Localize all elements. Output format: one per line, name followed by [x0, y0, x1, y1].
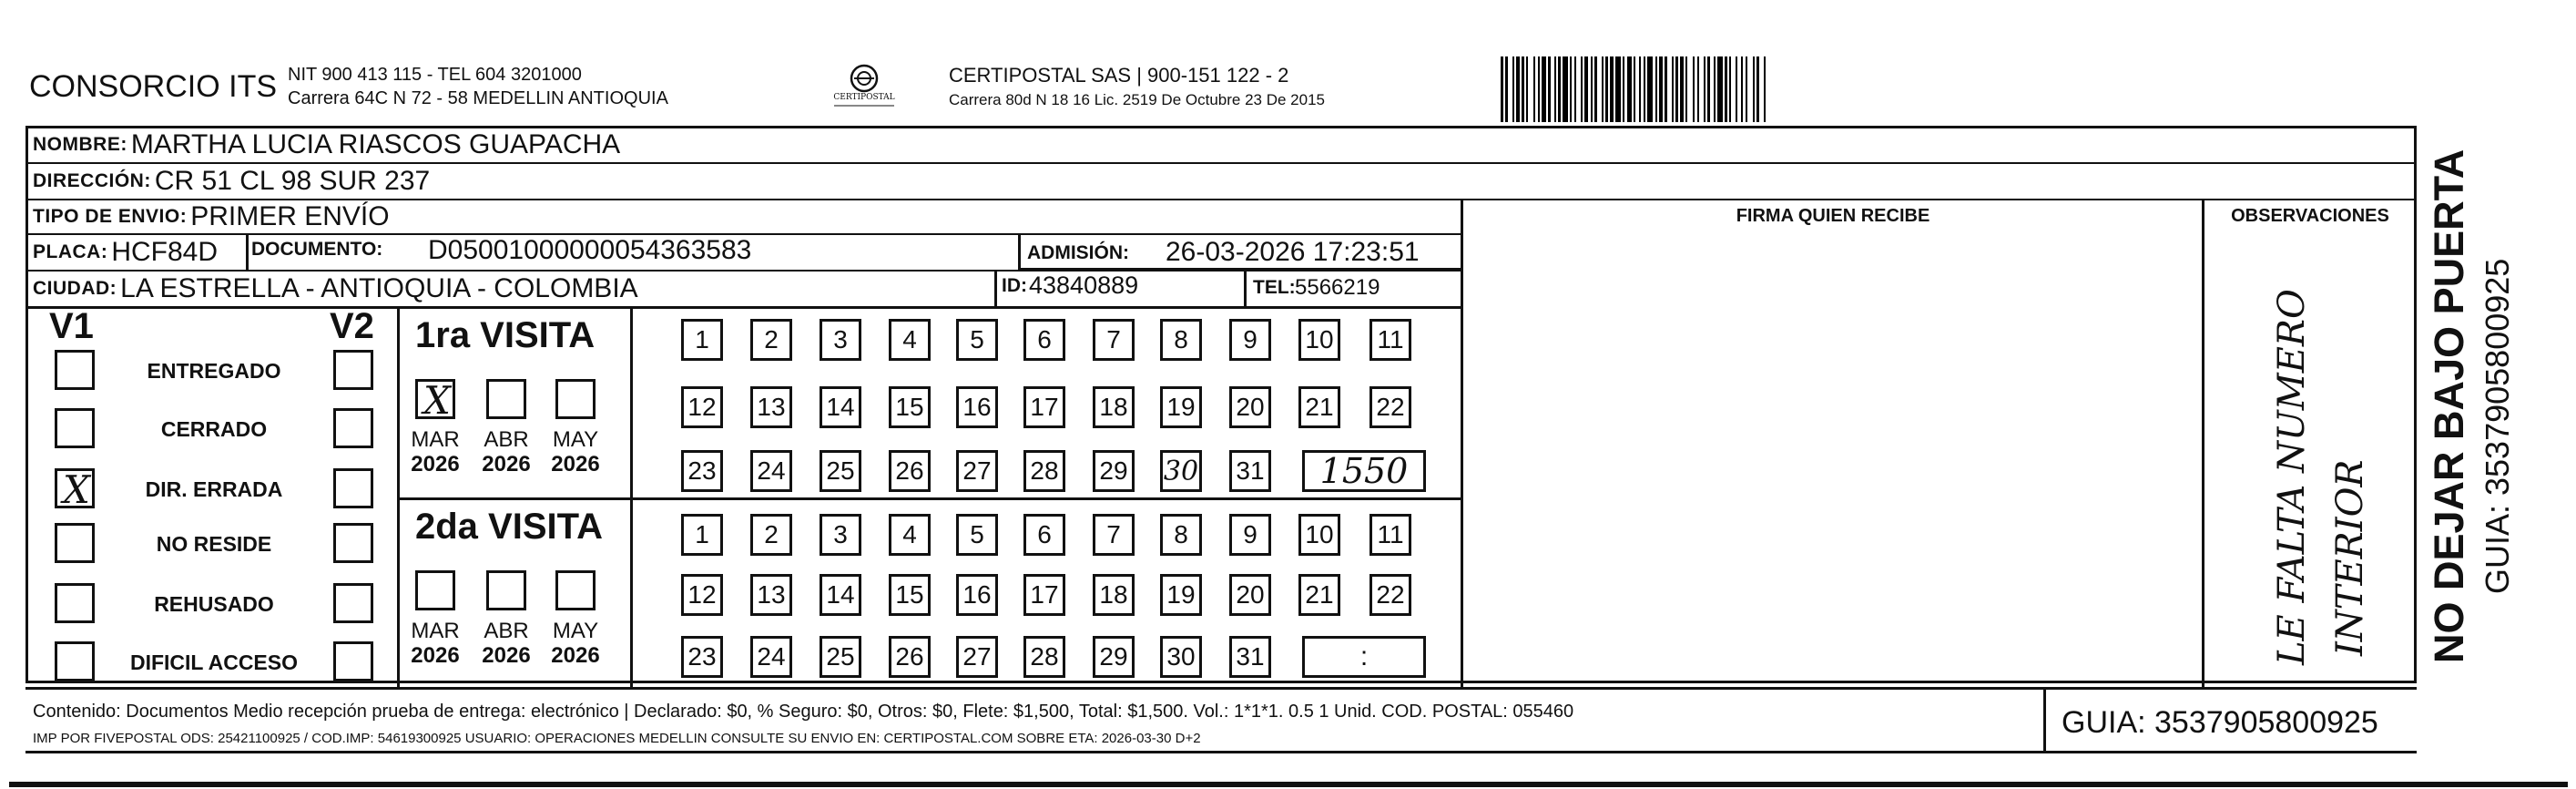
visit-day-box[interactable]: 25 [820, 450, 861, 492]
status-label: NO RESIDE [156, 532, 272, 556]
second-visit-title: 2da VISITA [415, 507, 603, 547]
v1-checkbox[interactable] [55, 408, 95, 448]
visit-day-box[interactable]: 24 [750, 636, 792, 678]
visit-day-box[interactable]: 25 [820, 636, 861, 678]
visit-day-box[interactable]: 8 [1160, 319, 1202, 361]
visit-day-box[interactable]: 7 [1093, 319, 1135, 361]
observaciones-handwriting-1: LE FALTA NUMERO [2271, 289, 2313, 665]
nombre-value: MARTHA LUCIA RIASCOS GUAPACHA [130, 129, 621, 159]
visit-month-checkbox[interactable] [486, 570, 526, 610]
status-label: DIR. ERRADA [145, 477, 283, 501]
visit-day-box[interactable]: 28 [1023, 636, 1065, 678]
visit-day-box[interactable]: 17 [1023, 574, 1065, 616]
v2-label: V2 [330, 306, 374, 346]
visit-day-box[interactable]: 30 [1160, 636, 1202, 678]
status-label: CERRADO [160, 417, 268, 441]
direccion-label: DIRECCIÓN: [33, 170, 151, 191]
visit-day-box[interactable]: 30 [1160, 450, 1202, 492]
visit-day-box[interactable]: 14 [820, 386, 861, 428]
visit-year-label: 2026 [482, 452, 531, 476]
visit-day-box[interactable]: 23 [681, 636, 723, 678]
footer-guia: GUIA: 3537905800925 [2062, 705, 2378, 740]
visit-month-checkbox[interactable] [555, 570, 596, 610]
barcode [1501, 56, 1767, 122]
visit-day-box[interactable]: 31 [1229, 636, 1271, 678]
documento-label: DOCUMENTO: [251, 239, 383, 260]
visit-month-label: ABR [484, 619, 529, 643]
visit-day-box[interactable]: 5 [956, 319, 998, 361]
visit-day-box[interactable]: 1 [681, 319, 723, 361]
admision-label: ADMISIÓN: [1027, 242, 1129, 263]
visit-year-label: 2026 [411, 643, 460, 668]
visit-day-box[interactable]: 4 [889, 319, 931, 361]
v1-checkbox[interactable] [55, 641, 95, 681]
nombre-label: NOMBRE: [33, 134, 127, 155]
certipostal-logo: CERTIPOSTAL [823, 60, 905, 111]
ciudad-label: CIUDAD: [33, 278, 117, 299]
visit-day-box[interactable]: 20 [1229, 386, 1271, 428]
visit-day-box[interactable]: 9 [1229, 319, 1271, 361]
visit-day-box[interactable]: 22 [1369, 574, 1411, 616]
visit-month-label: MAR [411, 619, 460, 643]
visit-day-box[interactable]: 5 [956, 514, 998, 556]
documento-value: D05001000000054363583 [428, 235, 752, 265]
visit-day-box[interactable]: 12 [681, 574, 723, 616]
v2-checkbox[interactable] [333, 641, 373, 681]
observaciones-header: OBSERVACIONES [2231, 205, 2389, 226]
first-visit-title: 1ra VISITA [415, 315, 596, 355]
v2-checkbox[interactable] [333, 583, 373, 623]
visit-day-box[interactable]: 10 [1298, 319, 1340, 361]
visit-day-box[interactable]: 20 [1229, 574, 1271, 616]
visit-day-box[interactable]: 26 [889, 450, 931, 492]
footer-content: Contenido: Documentos Medio recepción prueba de entrega: electrónico | Declarado: $0, % Seguro: $0, Otros: $0, Flete: $1,500, Total: $1,500. Vol.: 1*1*1. 0.5 1 Unid. COD. POSTAL: 055460 [33, 702, 1574, 722]
company-address: Carrera 64C N 72 - 58 MEDELLIN ANTIOQUIA [288, 88, 668, 108]
visit-day-box[interactable]: 27 [956, 636, 998, 678]
visit-day-box[interactable]: 15 [889, 386, 931, 428]
carrier-address: Carrera 80d N 18 16 Lic. 2519 De Octubre 23 De 2015 [949, 91, 1325, 108]
visit-day-box[interactable]: 26 [889, 636, 931, 678]
v1-checkbox[interactable] [55, 523, 95, 563]
visit-day-box[interactable]: 3 [820, 319, 861, 361]
visit-day-box[interactable]: 17 [1023, 386, 1065, 428]
footer-imp: IMP POR FIVEPOSTAL ODS: 25421100925 / COD.IMP: 54619300925 USUARIO: OPERACIONES MEDELLIN CONSULTE SU ENVIO EN: CERTIPOSTAL.COM SOBRE ETA: 2026-03-30 D+2 [33, 731, 1201, 746]
visit-day-box[interactable]: 4 [889, 514, 931, 556]
visit-day-box[interactable]: 15 [889, 574, 931, 616]
visit-day-box[interactable]: 19 [1160, 386, 1202, 428]
visit-day-box[interactable]: 28 [1023, 450, 1065, 492]
visit-day-box[interactable]: 11 [1369, 319, 1411, 361]
visit-time-box[interactable]: : [1302, 636, 1426, 678]
visit-day-box[interactable]: 7 [1093, 514, 1135, 556]
visit-day-box[interactable]: 16 [956, 386, 998, 428]
visit-year-label: 2026 [482, 643, 531, 668]
visit-day-box[interactable]: 21 [1298, 386, 1340, 428]
form-frame [25, 126, 2417, 683]
company-name: CONSORCIO ITS [29, 69, 278, 104]
visit-time-box[interactable]: 1550 [1302, 450, 1426, 492]
observaciones-handwriting-2: INTERIOR [2329, 459, 2371, 656]
visit-day-box[interactable]: 6 [1023, 514, 1065, 556]
status-label: DIFICIL ACCESO [129, 651, 298, 674]
visit-year-label: 2026 [411, 452, 460, 476]
visit-month-checkbox[interactable] [486, 379, 526, 419]
tipo-label: TIPO DE ENVIO: [33, 206, 188, 227]
admision-value: 26-03-2026 17:23:51 [1166, 237, 1420, 267]
status-label: REHUSADO [154, 592, 274, 616]
placa-value: HCF84D [111, 237, 219, 267]
visit-day-box[interactable]: 29 [1093, 636, 1135, 678]
visit-day-box[interactable]: 31 [1229, 450, 1271, 492]
visit-day-box[interactable]: 19 [1160, 574, 1202, 616]
visit-month-checkbox[interactable] [555, 379, 596, 419]
visit-day-box[interactable]: 16 [956, 574, 998, 616]
v1-checkbox[interactable] [55, 350, 95, 390]
visit-day-box[interactable]: 11 [1369, 514, 1411, 556]
visit-day-box[interactable]: 1 [681, 514, 723, 556]
visit-day-box[interactable]: 18 [1093, 574, 1135, 616]
visit-month-label: ABR [484, 427, 529, 452]
visit-day-box[interactable]: 12 [681, 386, 723, 428]
tel-value: 5566219 [1295, 275, 1380, 300]
visit-year-label: 2026 [551, 452, 600, 476]
visit-month-label: MAY [552, 619, 599, 643]
visit-day-box[interactable]: 2 [750, 319, 792, 361]
tel-label: TEL: [1253, 277, 1296, 298]
visit-day-box[interactable]: 18 [1093, 386, 1135, 428]
visit-day-box[interactable]: 14 [820, 574, 861, 616]
visit-month-checkbox[interactable]: X [415, 379, 455, 419]
visit-day-box[interactable]: 6 [1023, 319, 1065, 361]
v1-checkbox[interactable]: X [55, 468, 95, 508]
visit-day-box[interactable]: 27 [956, 450, 998, 492]
v2-checkbox[interactable] [333, 408, 373, 448]
visit-month-label: MAR [411, 427, 460, 452]
tipo-value: PRIMER ENVÍO [190, 201, 390, 231]
direccion-value: CR 51 CL 98 SUR 237 [154, 166, 431, 196]
visit-month-label: MAY [552, 427, 599, 452]
visit-day-box[interactable]: 9 [1229, 514, 1271, 556]
visit-day-box[interactable]: 24 [750, 450, 792, 492]
visit-month-checkbox[interactable] [415, 570, 455, 610]
visit-day-box[interactable]: 13 [750, 386, 792, 428]
ciudad-value: LA ESTRELLA - ANTIOQUIA - COLOMBIA [120, 273, 638, 303]
status-label: ENTREGADO [147, 359, 281, 383]
visit-day-box[interactable]: 23 [681, 450, 723, 492]
v2-checkbox[interactable] [333, 468, 373, 508]
visit-day-box[interactable]: 22 [1369, 386, 1411, 428]
visit-day-box[interactable]: 29 [1093, 450, 1135, 492]
v2-checkbox[interactable] [333, 350, 373, 390]
side-warning: NO DEJAR BAJO PUERTA [2426, 149, 2472, 663]
v2-checkbox[interactable] [333, 523, 373, 563]
visit-day-box[interactable]: 21 [1298, 574, 1340, 616]
visit-day-box[interactable]: 10 [1298, 514, 1340, 556]
visit-year-label: 2026 [551, 643, 600, 668]
carrier-name: CERTIPOSTAL SAS | 900-151 122 - 2 [949, 64, 1289, 87]
id-label: ID: [1002, 275, 1027, 296]
visit-day-box[interactable]: 3 [820, 514, 861, 556]
visit-day-box[interactable]: 13 [750, 574, 792, 616]
company-nit: NIT 900 413 115 - TEL 604 3201000 [288, 65, 582, 85]
firma-header: FIRMA QUIEN RECIBE [1736, 205, 1930, 226]
v1-checkbox[interactable] [55, 583, 95, 623]
id-value: 43840889 [1029, 272, 1139, 299]
visit-day-box[interactable]: 2 [750, 514, 792, 556]
visit-day-box[interactable]: 8 [1160, 514, 1202, 556]
barcode-bar [1766, 56, 1767, 122]
side-guia: GUIA: 3537905800925 [2479, 258, 2516, 594]
placa-label: PLACA: [33, 241, 108, 262]
v1-label: V1 [49, 306, 94, 346]
